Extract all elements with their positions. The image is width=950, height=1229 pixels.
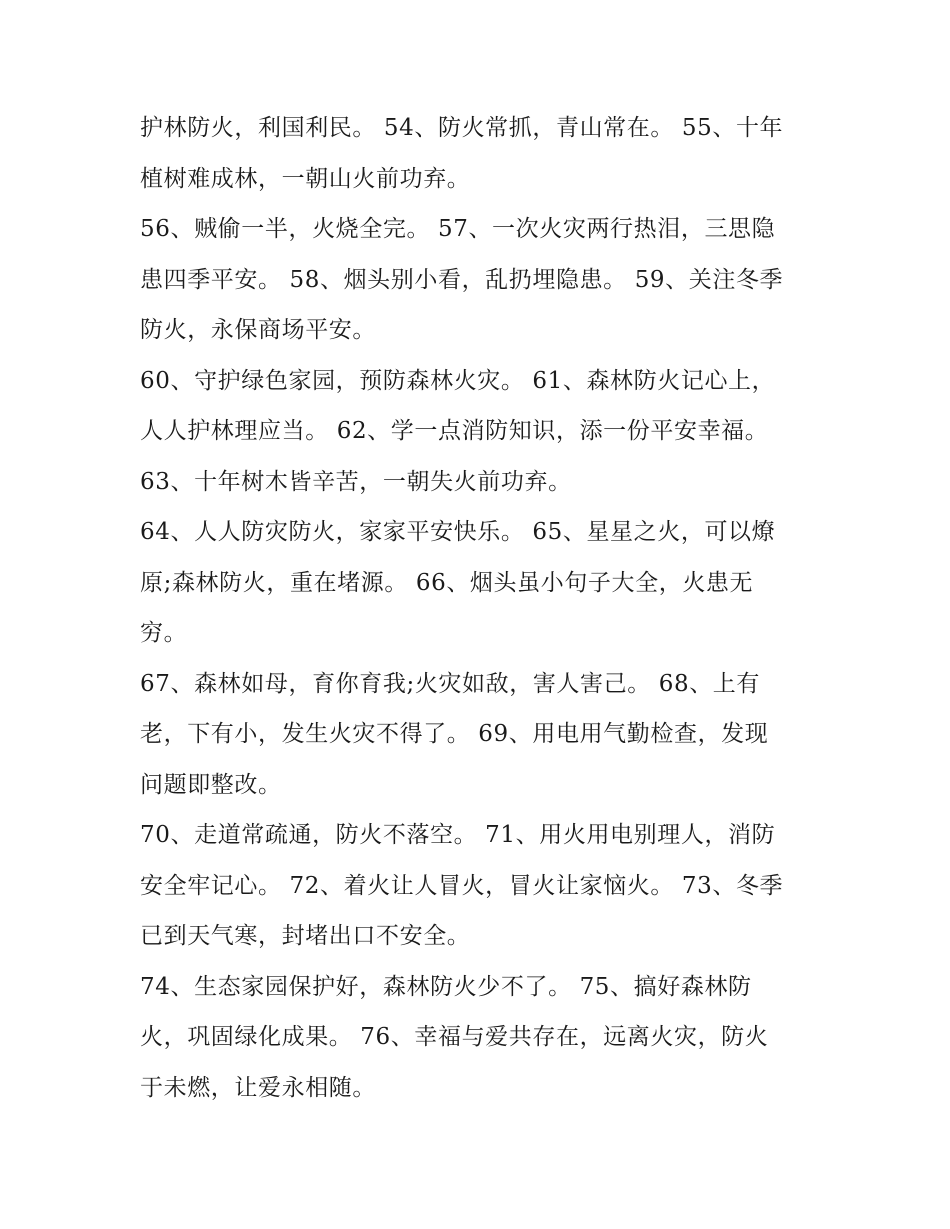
text-line: 64、人人防灾防火，家家平安快乐。 65、星星之火，可以燎 (140, 519, 776, 545)
text-line: 于未燃，让爱永相随。 (140, 1074, 376, 1101)
text-line: 植树难成林，一朝山火前功弃。 (140, 165, 471, 192)
document-body (140, 103, 830, 1113)
text-line: 人人护林理应当。 62、学一点消防知识，添一份平安幸福。 (140, 418, 769, 444)
text-line: 60、守护绿色家园，预防森林火灾。 61、森林防火记心上， (140, 367, 776, 394)
text-line: 问题即整改。 (140, 771, 282, 798)
text-line: 老，下有小，发生火灾不得了。 69、用电用气勤检查，发现 (140, 721, 769, 747)
text-line: 防火，永保商场平安。 (140, 317, 376, 343)
text-line: 火，巩固绿化成果。 76、幸福与爱共存在，远离火灾，防火 (140, 1024, 769, 1050)
text-line: 67、森林如母，育你育我;火灾如敌，害人害己。 68、上有 (140, 670, 760, 697)
text-line: 护林防火，利国利民。 54、防火常抓，青山常在。 55、十年 (140, 115, 784, 141)
text-line: 56、贼偷一半，火烧全完。 57、一次火灾两行热泪，三思隐 (140, 216, 776, 242)
text-line: 安全牢记心。 72、着火让人冒火，冒火让家恼火。 73、冬季 (140, 872, 784, 899)
text-line: 穷。 (140, 620, 188, 646)
text-line: 已到天气寒，封堵出口不安全。 (140, 923, 471, 949)
text-line: 原;森林防火，重在堵源。 66、烟头虽小句子大全，火患无 (140, 569, 754, 596)
text-line: 63、十年树木皆辛苦，一朝失火前功弃。 (140, 468, 572, 495)
text-line: 患四季平安。 58、烟头别小看，乱扔埋隐患。 59、关注冬季 (140, 266, 784, 293)
text-line: 70、走道常疏通，防火不落空。 71、用火用电别理人，消防 (140, 822, 776, 848)
text-line: 74、生态家园保护好，森林防火少不了。 75、搞好森林防 (140, 973, 752, 1000)
